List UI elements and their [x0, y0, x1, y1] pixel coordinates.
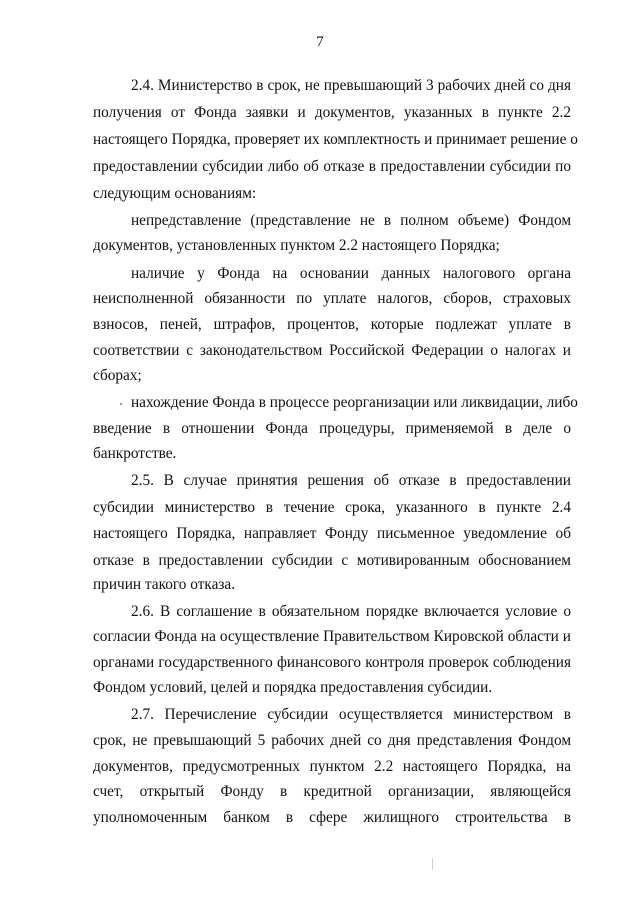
text-line: 2.4. Министерство в срок, не превышающий 3 рабочих дней со дня — [131, 77, 571, 94]
text-line: отказе в предоставлении субсидии с мотивированным обоснованием — [93, 552, 571, 569]
text-line: Фондом условий, целей и порядка предоставления субсидии. — [93, 679, 493, 696]
text-line: причин такого отказа. — [93, 576, 236, 593]
text-line: взносов, пеней, штрафов, процентов, которые подлежат уплате в — [93, 316, 571, 333]
text-line: 2.7. Перечисление субсидии осуществляется министерством в — [131, 706, 571, 723]
text-line: получения от Фонда заявки и документов, указанных в пункте 2.2 — [93, 104, 571, 121]
text-line: нахождение Фонда в процессе реорганизации или ликвидации, либо — [131, 394, 578, 411]
text-line: документов, предусмотренных пунктом 2.2 настоящего Порядка, на — [93, 758, 571, 775]
text-line: настоящего Порядка, проверяет их комплектность и принимает решение о — [93, 131, 578, 148]
text-line: уполномоченным банком в сфере жилищного строительства в — [93, 809, 571, 826]
text-line: непредставление (представление не в полном объеме) Фондом — [131, 212, 571, 229]
text-line: неисполненной обязанности по уплате налогов, сборов, страховых — [93, 290, 571, 307]
text-line: 2.5. В случае принятия решения об отказе в предоставлении — [131, 472, 571, 489]
text-line: соответствии с законодательством Российской Федерации о налогах и — [93, 342, 571, 359]
text-line: следующим основаниям: — [93, 185, 257, 202]
text-line: наличие у Фонда на основании данных налогового органа — [131, 265, 571, 282]
scan-speck — [432, 858, 433, 870]
text-line: субсидии министерство в течение срока, указанного в пункте 2.4 — [93, 499, 571, 516]
text-line: органами государственного финансового контроля проверок соблюдения — [93, 654, 571, 671]
text-line: 2.6. В соглашение в обязательном порядке включается условие о — [131, 603, 571, 620]
text-line: предоставлении субсидии либо об отказе в предоставлении субсидии по — [93, 158, 571, 175]
text-line: счет, открытый Фонду в кредитной организации, являющейся — [93, 783, 571, 800]
text-line: документов, установленных пунктом 2.2 настоящего Порядка; — [93, 237, 500, 254]
scan-speck — [120, 403, 122, 405]
text-line: введение в отношении Фонда процедуры, применяемой в деле о — [93, 420, 571, 437]
text-line: согласии Фонда на осуществление Правительством Кировской области и — [93, 628, 571, 645]
text-line: сборах; — [93, 367, 142, 384]
text-line: банкротстве. — [93, 445, 177, 462]
text-line: срок, не превышающий 5 рабочих дней со дня представления Фондом — [93, 732, 571, 749]
text-line: настоящего Порядка, направляет Фонду письменное уведомление об — [93, 525, 571, 542]
page-number: 7 — [316, 34, 324, 50]
